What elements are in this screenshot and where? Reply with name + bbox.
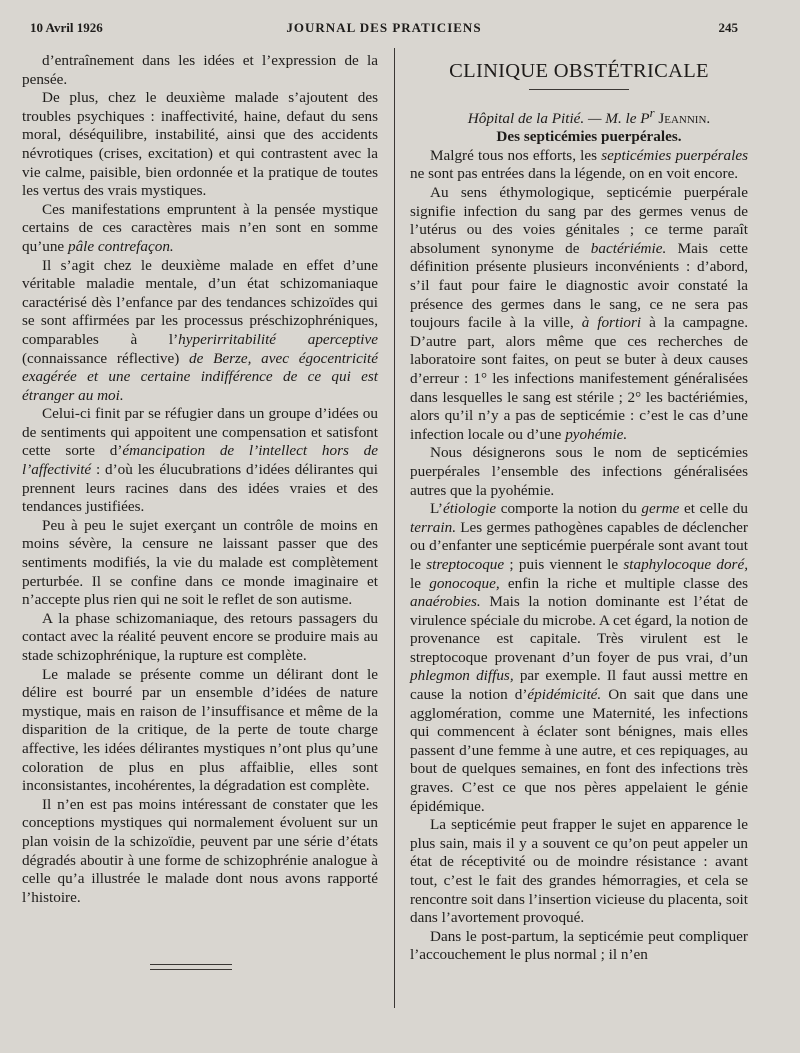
right-paragraph: La septicémie peut frapper le sujet en apparence le plus sain, mais il y a souvent ce qu’on peut appeler un état de réceptivité ou de moindre résistance : avant tout, c’est le fait des grandes hémorragies, et cela se rencontre soit dans l’insertion vicieuse du placenta, soit dans l’avortement provoqué. [410, 816, 748, 927]
italic-text: pyohémie. [565, 425, 628, 443]
end-of-article-rule [150, 964, 232, 970]
hospital-superscript: r [649, 105, 655, 120]
italic-text: épidémicité. [527, 686, 602, 704]
header-page-number: 245 [718, 20, 738, 35]
left-paragraph: Il s’agit chez le deuxième malade en effet d’une véritable maladie mentale, d’un état schizomaniaque caractérisé dès l’enfance par des tendances schizoïdes qui se sont affirmées par les processus préschizophréniques, comparables à l’hyperirritabilité aperceptive (connaissance réflective) de Berze, avec égocentricité exagérée et une certaine indifférence de ce qui est étranger au moi. [22, 256, 379, 404]
page-header [30, 20, 738, 40]
column-divider [394, 48, 395, 1008]
left-paragraph: Il n’en est pas moins intéressant de constater que les conceptions mystiques qui normalement évoluent sur un plan voisin de la schizoïdie, peuvent par une série d’états dégradés aboutir à une forme de schizophrénie analogue à celle qu’a illustrée le malade dont nous avons rapporté l’histoire. [22, 795, 378, 906]
left-paragraph: Peu à peu le sujet exerçant un contrôle de moins en moins sévère, la censure ne laissant passer que des sentiments modifiés, la vie du malade est complètement perturbée. Il se confine dans ce monde imaginaire et n’accepte plus rien qui ne soit le reflet de son autisme. [22, 516, 378, 609]
hospital-line [410, 104, 748, 129]
right-paragraph: Malgré tous nos efforts, les septicémies puerpérales ne sont pas entrées dans la légende, on en voit encore. [410, 146, 748, 183]
italic-text: de Berze, avec égocentricité exagérée et une certaine indifférence de ce qui est étranger au moi. [22, 349, 378, 404]
professor-name: Jeannin. [658, 109, 711, 127]
left-paragraph: Celui-ci finit par se réfugier dans un groupe d’idées ou de sentiments qui appoitent une compensation et satisfont cette sorte d’émancipation de l’intellect hors de l’affectivité : d’où les élucubrations d’idées délirantes qui prennent leurs racines dans des idées vraies et des tendances justifiées. [22, 405, 378, 516]
left-paragraph: A la phase schizomaniaque, des retours passagers du contact avec la réalité peuvent encore se produire mais au stade schizophrénique, la rupture est complète. [22, 609, 378, 664]
italic-text: émancipation de l’intellect hors de l’affectivité [22, 442, 378, 479]
italic-text: bactériémie. [590, 239, 667, 257]
header-date: 10 Avril 1926 [30, 20, 103, 35]
hospital-name: Hôpital de la Pitié. — M. le P [467, 109, 650, 127]
italic-text: septicémies puerpérales [601, 146, 748, 164]
italic-text: staphylocoque doré, [623, 555, 748, 573]
right-paragraph: Nous désignerons sous le nom de septicémies puerpérales l’ensemble des infections généralisées autres que la pyohémie. [410, 444, 748, 499]
italic-text: pâle contrefaçon. [67, 237, 174, 255]
right-paragraph: Dans le post-partum, la septicémie peut compliquer l’accouchement le plus normal ; il n’en [410, 927, 748, 964]
left-paragraph: Ces manifestations empruntent à la pensée mystique certains de ces caractères mais n’en sont en somme qu’une pâle contrefaçon. [22, 200, 378, 255]
italic-text: germe [641, 500, 680, 518]
right-column [410, 52, 748, 965]
article-title: Des septicémies puerpérales. [496, 128, 682, 146]
italic-text: anaérobies. [410, 593, 481, 611]
italic-text: hyperirritabilité aperceptive [178, 330, 379, 348]
italic-text: streptocoque [426, 555, 505, 573]
italic-text: terrain. [410, 518, 456, 536]
section-title: CLINIQUE OBSTÉTRICALE [449, 60, 709, 82]
right-paragraph: Au sens éthymologique, septicémie puerpérale signifie infection du sang par des germes venus de l’utérus ou des voies génitales ; ce terme paraît absolument synonyme de bactériémie. Mais cette définition présente plusieurs inconvénients : d’abord, s’il faut pour faire le diagnostic avoir constaté la présence des germes dans le sang, ce ne sera pas toujours facile à la ville, à fortiori à la campagne. D’autre part, alors même que ces recherches de laboratoire sont faites, on peut se buter à deux causes d’erreur : 1° les infections manifestement généralisées dans lesquelles le sang est stérile ; 2° les bactériémies, alors qu’il n’y a pas de septicémie : c’est le cas d’une infection locale ou d’une pyohémie. [410, 184, 748, 443]
left-paragraph: De plus, chez le deuxième malade s’ajoutent des troubles psychiques : inaffectivité, haine, defaut du sens moral, déséquilibre, instabilité, ainsi que des accidents névrotiques (crises, excitation) et qui contrastent avec la vie calme, paisible, bien ordonnée et la pratique de toutes les vertus des vrais mystiques. [22, 89, 378, 200]
left-paragraph: Le malade se présente comme un délirant dont le délire est bourré par un ensemble d’idées de nature mystique, mais en raison de l’insuffisance et même de la disparition de la critique, de la perte de toute charge affective, les idées délirantes mystiques n’ont plus qu’une coloration de plus en plus affaiblie, elles sont inconsistantes, incohérentes, la dégradation est complète. [22, 665, 378, 795]
italic-text: à fortiori [581, 314, 642, 332]
right-paragraph: L’étiologie comporte la notion du germe et celle du terrain. Les germes pathogènes capables de déclencher ou d’enfanter une septicémie puerpérale sont avant tout le streptocoque ; puis viennent le staphylocoque doré, le gonocoque, enfin la riche et multiple classe des anaérobies. Mais la notion dominante est l’état de virulence spéciale du microbe. A cet égard, la notion de provenance est capitale. Très virulent est le streptocoque provenant d’un foyer de pus vrai, d’un phlegmon diffus, par exemple. Il faut aussi mettre en cause la notion d’épidémicité. On sait que dans une agglomération, comme une Maternité, les infections qui commencent à éclater sont bénignes, mais elles passent d’une femme à une autre, et ces repiquages, au bout de quelques semaines, en font des infections très graves. C’est ce que nos pères appelaient le génie épidémique. [410, 500, 749, 815]
header-journal-title: JOURNAL DES PRATICIENS [286, 20, 482, 35]
italic-text: étiologie [442, 500, 497, 518]
left-column [22, 52, 378, 907]
left-paragraph: d’entraînement dans les idées et l’expression de la pensée. [22, 52, 378, 88]
title-rule [529, 89, 629, 90]
italic-text: phlegmon diffus, [410, 667, 514, 685]
italic-text: gonocoque, [429, 574, 500, 592]
